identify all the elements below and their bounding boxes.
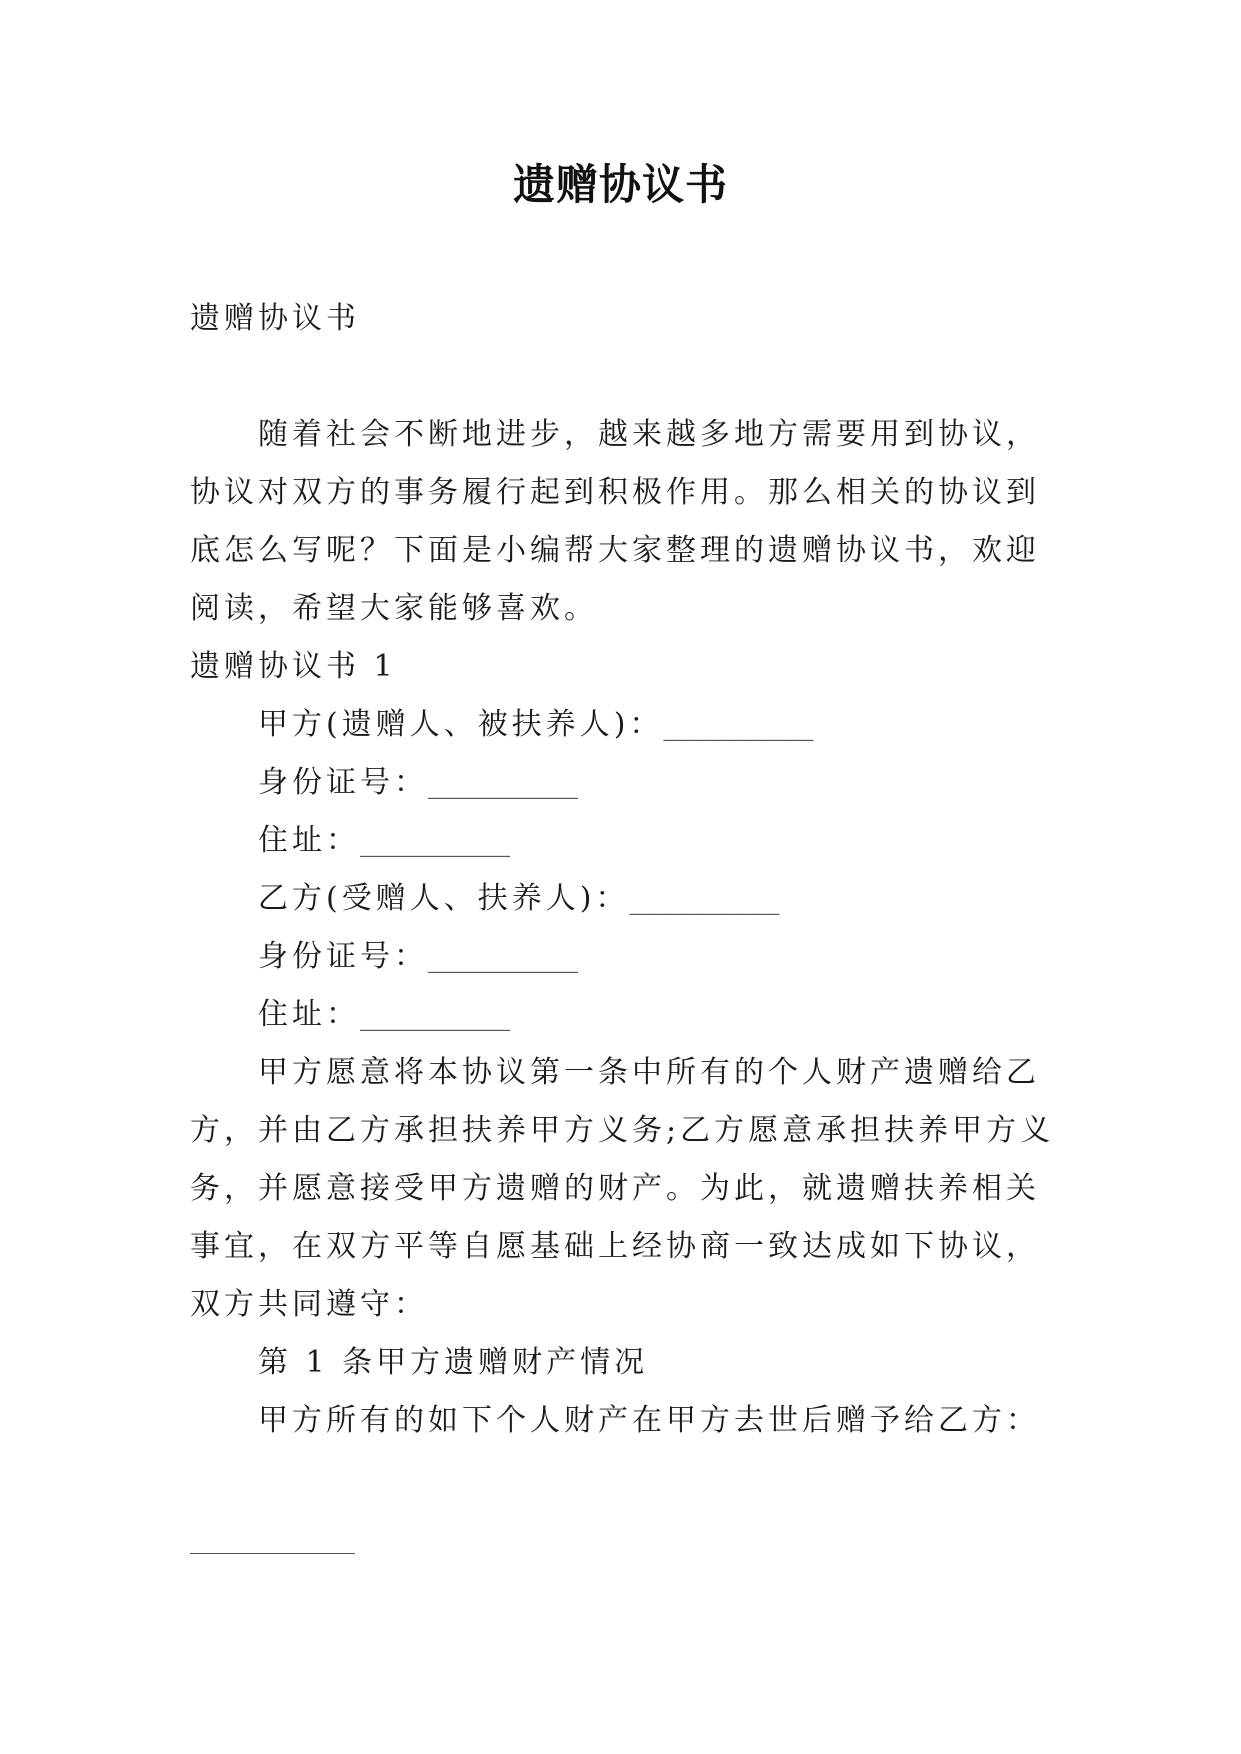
id-b-field xyxy=(190,928,1062,986)
section-1-heading: 遗赠协议书 1 xyxy=(190,649,397,684)
addr-a-blank: __________ xyxy=(360,823,510,858)
addr-b-field xyxy=(190,986,1062,1044)
article-1-heading: 第 1 条甲方遗赠财产情况 xyxy=(258,1345,649,1380)
doc-label xyxy=(190,290,1062,348)
intro-paragraph xyxy=(190,406,1062,638)
id-a-label: 身份证号： xyxy=(258,765,428,800)
doc-label-text: 遗赠协议书 xyxy=(190,301,360,336)
article-1-text: 甲方所有的如下个人财产在甲方去世后赠予给乙方： xyxy=(258,1403,1040,1438)
addr-b-label: 住址： xyxy=(258,997,360,1032)
id-b-blank: __________ xyxy=(428,939,578,974)
id-a-blank: __________ xyxy=(428,765,578,800)
party-a-blank: __________ xyxy=(663,707,814,742)
clause-intro: 甲方愿意将本协议第一条中所有的个人财产遗赠给乙方，并由乙方承担扶养甲方义务;乙方愿意承担扶养甲方义务，并愿意接受甲方遗赠的财产。为此，就遗赠扶养相关事宜，在双方平等自愿基础上经协商一致达成如下协议，双方共同遵守： xyxy=(190,1055,1055,1322)
party-b-label: 乙方(受赠人、扶养人)： xyxy=(258,881,630,916)
party-b-blank: __________ xyxy=(629,881,780,916)
party-a-label: 甲方(遗赠人、被扶养人)： xyxy=(258,707,664,742)
section-1 xyxy=(190,638,1062,1450)
addr-b-blank: __________ xyxy=(360,997,510,1032)
addr-a-label: 住址： xyxy=(258,823,360,858)
addr-a-field xyxy=(190,812,1062,870)
id-b-label: 身份证号： xyxy=(258,939,428,974)
party-a-field xyxy=(190,696,1062,754)
party-b-field xyxy=(190,870,1062,928)
id-a-field xyxy=(190,754,1062,812)
document-title: 遗赠协议书 xyxy=(512,160,728,209)
intro-text: 随着社会不断地进步，越来越多地方需要用到协议，协议对双方的事务履行起到积极作用。那么相关的协议到底怎么写呢？下面是小编帮大家整理的遗赠协议书，欢迎阅读，希望大家能够喜欢。 xyxy=(190,417,1040,626)
fill-in-line xyxy=(190,1553,355,1554)
